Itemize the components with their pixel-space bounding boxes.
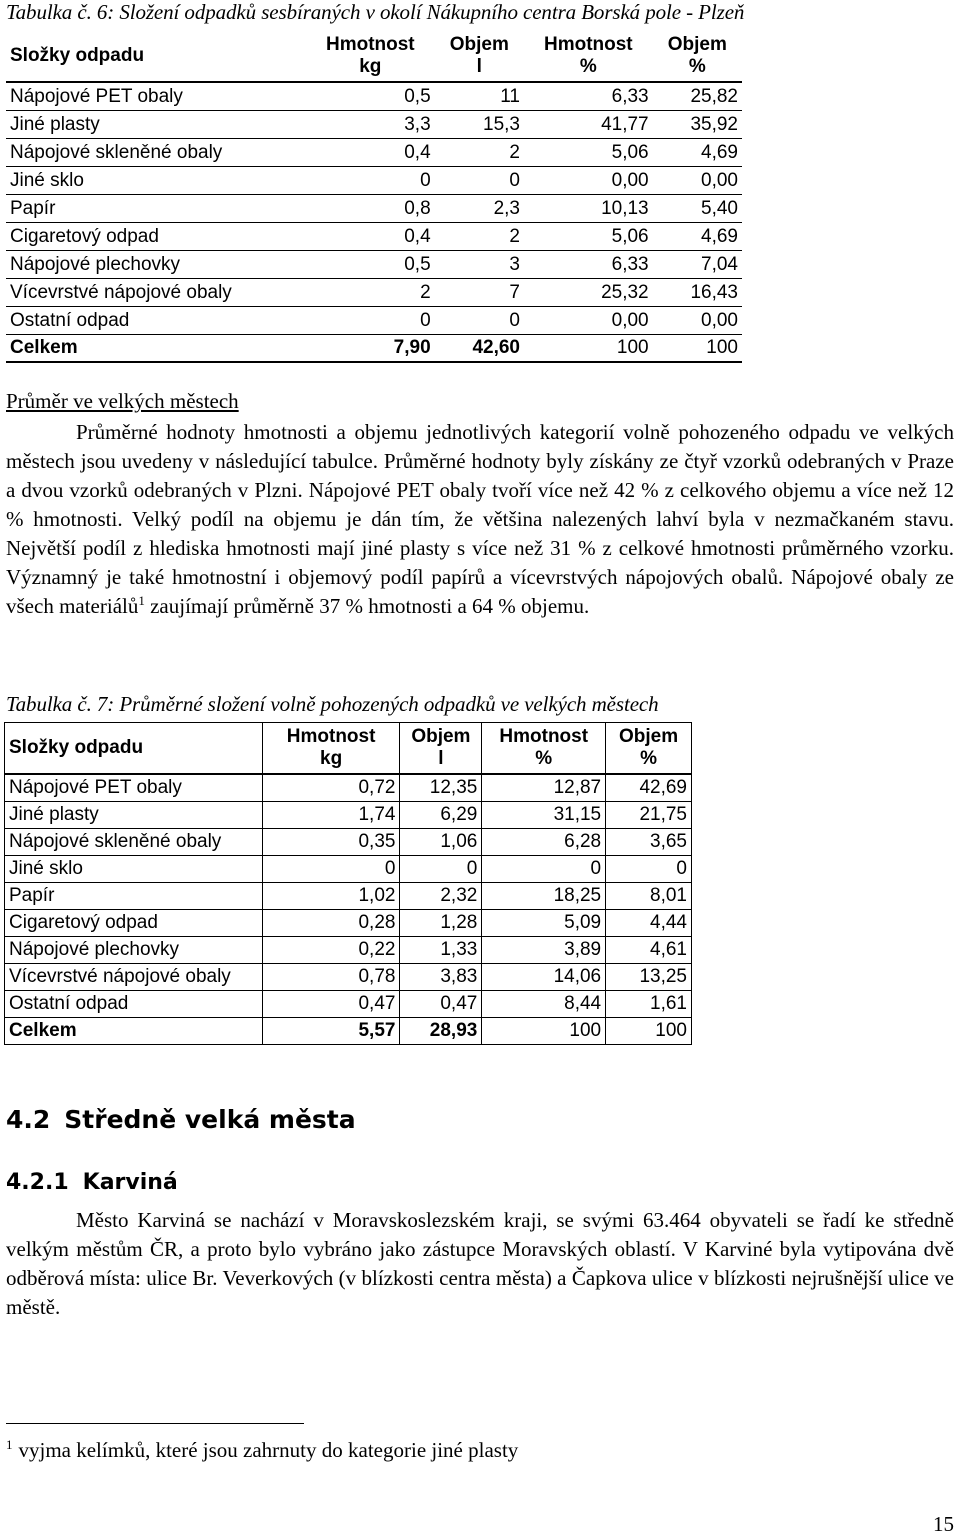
table1-row [6, 167, 742, 195]
table2-cell: 0,28 [262, 910, 400, 937]
table1-cell: 2 [306, 279, 435, 307]
table2-cell: 5,57 [262, 1018, 400, 1045]
table2-cell: 0,47 [262, 991, 400, 1018]
table2-cell: 31,15 [482, 802, 606, 829]
heading-4-2-1 [6, 1170, 178, 1195]
table1-header-cell [6, 30, 306, 82]
table2-header-cell [262, 723, 400, 775]
table1-header-text: Hmotnost [543, 33, 633, 55]
table1-cell: 4,69 [653, 139, 742, 167]
table1-cell: 35,92 [653, 111, 742, 139]
table1-header-text: % [688, 55, 706, 77]
table2-cell: 13,25 [606, 964, 692, 991]
table2-total-row [5, 1018, 692, 1045]
table2-cell: 0 [482, 856, 606, 883]
table1-header-cell [306, 30, 435, 82]
table2-row [5, 910, 692, 937]
table2-cell: 1,02 [262, 883, 400, 910]
table2-row [5, 964, 692, 991]
table2-cell: 0 [606, 856, 692, 883]
table2-cell: 1,06 [400, 829, 482, 856]
table2-cell: Cigaretový odpad [5, 910, 263, 937]
table2-cell: 0 [400, 856, 482, 883]
table1-cell: 0,00 [524, 307, 653, 335]
table2-cell: 1,28 [400, 910, 482, 937]
heading-4-2-number: 4.2 [6, 1105, 51, 1134]
table2-cell: 1,61 [606, 991, 692, 1018]
table2-cell: 2,32 [400, 883, 482, 910]
table1-cell: 2 [435, 139, 524, 167]
table1-header-text: l [476, 55, 482, 77]
table1 [6, 30, 742, 363]
table2-cell: 8,01 [606, 883, 692, 910]
paragraph1-end: zaujímají průměrně 37 % hmotnosti a 64 % objemu. [144, 594, 590, 618]
table1-cell: 5,06 [524, 223, 653, 251]
table1-cell: 3 [435, 251, 524, 279]
table2-row [5, 774, 692, 802]
footnote-text: vyjma kelímků, které jsou zahrnuty do kategorie jiné plasty [18, 1438, 519, 1462]
table2-cell: 6,29 [400, 802, 482, 829]
paragraph1-text: Průměrné hodnoty hmotnosti a objemu jednotlivých kategorií volně pohozeného odpadu ve velkých městech jsou uvedeny v následující tabulce. Průměrné hodnoty byly získány ze čtyř vzorků odebraných v Praze a dvou vzorků odebraných v Plzni. Nápojové PET obaly tvoří více než 42 % z celkového objemu a více než 12 % hmotnosti. Velký podíl na objemu je dán tím, že většina nalezených lahví byla v nezmačkaném stavu. Největší podíl z hlediska hmotnosti mají jiné plasty s více než 31 % z celkové hmotnosti průměrného vzorku. Významný je také hmotnostní i objemový podíl papírů a vícevrstvých nápojových obalů. Nápojové obaly ze všech materiálů [6, 420, 954, 618]
table1-cell: 0 [306, 307, 435, 335]
table1-header-text: Hmotnost [325, 33, 415, 55]
table1-cell: 0 [435, 167, 524, 195]
table2-cell: 0,72 [262, 774, 400, 802]
table1-cell: 6,33 [524, 251, 653, 279]
table2-cell: 21,75 [606, 802, 692, 829]
table1-row [6, 251, 742, 279]
table2-header-text: kg [320, 748, 343, 769]
table1-cell: Papír [6, 195, 306, 223]
table2-cell: Nápojové plechovky [5, 937, 263, 964]
table1-cell: 0,00 [653, 307, 742, 335]
table2-cell: 0 [262, 856, 400, 883]
table1-header-text: % [579, 55, 597, 77]
table1-header-cell [435, 30, 524, 82]
table2-cell: 6,28 [482, 829, 606, 856]
table2-cell: 12,35 [400, 774, 482, 802]
table1-cell: 7 [435, 279, 524, 307]
table2-cell: 3,89 [482, 937, 606, 964]
table2-header-text: % [535, 748, 553, 769]
table1-cell: 7,90 [306, 335, 435, 363]
footnote [6, 1438, 518, 1463]
table1-cell: Nápojové PET obaly [6, 82, 306, 111]
table2-cell: 3,65 [606, 829, 692, 856]
table2-header-text: Objem [411, 726, 471, 747]
table2-cell: 1,74 [262, 802, 400, 829]
table2-header-text: Složky odpadu [9, 737, 144, 758]
table1-cell: 7,04 [653, 251, 742, 279]
table2-cell: 4,61 [606, 937, 692, 964]
table2-header-text: % [640, 748, 657, 769]
table2-header-text: Hmotnost [499, 726, 589, 747]
table1-header-text: kg [359, 55, 382, 77]
table2-cell: 42,69 [606, 774, 692, 802]
table2-cell: 12,87 [482, 774, 606, 802]
table1-cell: 16,43 [653, 279, 742, 307]
table1-header-text: Složky odpadu [10, 44, 145, 66]
table2-cell: Ostatní odpad [5, 991, 263, 1018]
table1-header-text: Objem [449, 33, 509, 55]
table1-row [6, 223, 742, 251]
table1-total-row [6, 335, 742, 363]
table1-row [6, 82, 742, 111]
table1-header-cell [524, 30, 653, 82]
table2-header-text: Hmotnost [286, 726, 376, 747]
table2-cell: 0,22 [262, 937, 400, 964]
table2-row [5, 802, 692, 829]
table2-cell: 8,44 [482, 991, 606, 1018]
table2-header-row [5, 723, 692, 775]
table1-header-cell [653, 30, 742, 82]
table1-row [6, 195, 742, 223]
table2-cell: 0,47 [400, 991, 482, 1018]
footnote-separator [6, 1423, 304, 1424]
footnote-mark: 1 [6, 1437, 13, 1452]
table1-cell: 0,8 [306, 195, 435, 223]
table2-row [5, 883, 692, 910]
table2-header-cell [606, 723, 692, 775]
table2-row [5, 937, 692, 964]
table1-cell: Nápojové skleněné obaly [6, 139, 306, 167]
table1-row [6, 307, 742, 335]
table2-row [5, 991, 692, 1018]
table1-cell: 11 [435, 82, 524, 111]
table1-header-row [6, 30, 742, 82]
table1-cell: 0,4 [306, 223, 435, 251]
table2-cell: 18,25 [482, 883, 606, 910]
table1-cell: 2 [435, 223, 524, 251]
table1-cell: 0,4 [306, 139, 435, 167]
table1-cell: 10,13 [524, 195, 653, 223]
table2-cell: 100 [482, 1018, 606, 1045]
table2-cell: Vícevrstvé nápojové obaly [5, 964, 263, 991]
heading-4-2 [6, 1105, 356, 1134]
table2-cell: 28,93 [400, 1018, 482, 1045]
table1-cell: Jiné sklo [6, 167, 306, 195]
table2-cell: Nápojové skleněné obaly [5, 829, 263, 856]
table1-cell: Celkem [6, 335, 306, 363]
table2-cell: Nápojové PET obaly [5, 774, 263, 802]
table2-cell: 4,44 [606, 910, 692, 937]
table1-cell: 25,32 [524, 279, 653, 307]
table2 [4, 722, 692, 1045]
heading-4-2-1-number: 4.2.1 [6, 1170, 69, 1195]
table2-cell: 0,35 [262, 829, 400, 856]
section-heading: Průměr ve velkých městech [6, 389, 239, 413]
table1-cell: 5,40 [653, 195, 742, 223]
table2-header-cell [400, 723, 482, 775]
table1-cell: 4,69 [653, 223, 742, 251]
table1-cell: 0 [435, 307, 524, 335]
table2-cell: 1,33 [400, 937, 482, 964]
table2-cell: Jiné sklo [5, 856, 263, 883]
table1-cell: 15,3 [435, 111, 524, 139]
table2-cell: Papír [5, 883, 263, 910]
table1-row [6, 111, 742, 139]
table1-caption: Tabulka č. 6: Složení odpadků sesbíraných v okolí Nákupního centra Borská pole - Plzeň [6, 0, 745, 24]
table1-cell: Vícevrstvé nápojové obaly [6, 279, 306, 307]
table1-header-text: Objem [667, 33, 727, 55]
table2-row [5, 829, 692, 856]
table1-cell: 0,5 [306, 82, 435, 111]
table1-cell: Ostatní odpad [6, 307, 306, 335]
table1-cell: 41,77 [524, 111, 653, 139]
table2-caption: Tabulka č. 7: Průměrné složení volně pohozených odpadků ve velkých městech [6, 692, 659, 716]
table1-cell: 25,82 [653, 82, 742, 111]
heading-4-2-title: Středně velká města [64, 1105, 356, 1134]
table2-row [5, 856, 692, 883]
table1-cell: 2,3 [435, 195, 524, 223]
table1-cell: 3,3 [306, 111, 435, 139]
page-number: 15 [933, 1512, 954, 1536]
table2-header-text: Objem [618, 726, 679, 747]
table1-cell: 0 [306, 167, 435, 195]
heading-4-2-1-title: Karviná [82, 1170, 178, 1195]
table1-row [6, 139, 742, 167]
table2-header-cell [482, 723, 606, 775]
table1-cell: Cigaretový odpad [6, 223, 306, 251]
table1-cell: 0,5 [306, 251, 435, 279]
table2-cell: 5,09 [482, 910, 606, 937]
paragraph2-text: Město Karviná se nachází v Moravskoslezském kraji, se svými 63.464 obyvateli se řadí ke středně velkým městům ČR, a proto bylo vybráno jako zástupce Moravských oblastí. V Karviné byla vytipována dvě odběrová místa: ulice Br. Veverkových (v blízkosti centra města) a Čapkova ulice v blízkosti nejrušnější ulice ve městě. [6, 1208, 954, 1319]
table1-cell: 42,60 [435, 335, 524, 363]
table1-cell: 6,33 [524, 82, 653, 111]
table2-cell: 0,78 [262, 964, 400, 991]
table2-cell: 3,83 [400, 964, 482, 991]
table1-cell: 0,00 [653, 167, 742, 195]
footnote-ref: 1 [138, 593, 145, 608]
table1-row [6, 279, 742, 307]
table2-header-text: l [438, 748, 444, 769]
table2-cell: Celkem [5, 1018, 263, 1045]
table1-cell: 0,00 [524, 167, 653, 195]
table1-cell: Nápojové plechovky [6, 251, 306, 279]
paragraph-karvina [6, 1206, 954, 1322]
table2-cell: Jiné plasty [5, 802, 263, 829]
table1-cell: Jiné plasty [6, 111, 306, 139]
table2-cell: 14,06 [482, 964, 606, 991]
table1-cell: 100 [524, 335, 653, 363]
paragraph-averages [6, 418, 954, 621]
table1-cell: 5,06 [524, 139, 653, 167]
table1-cell: 100 [653, 335, 742, 363]
table2-cell: 100 [606, 1018, 692, 1045]
table2-header-cell [5, 723, 263, 775]
